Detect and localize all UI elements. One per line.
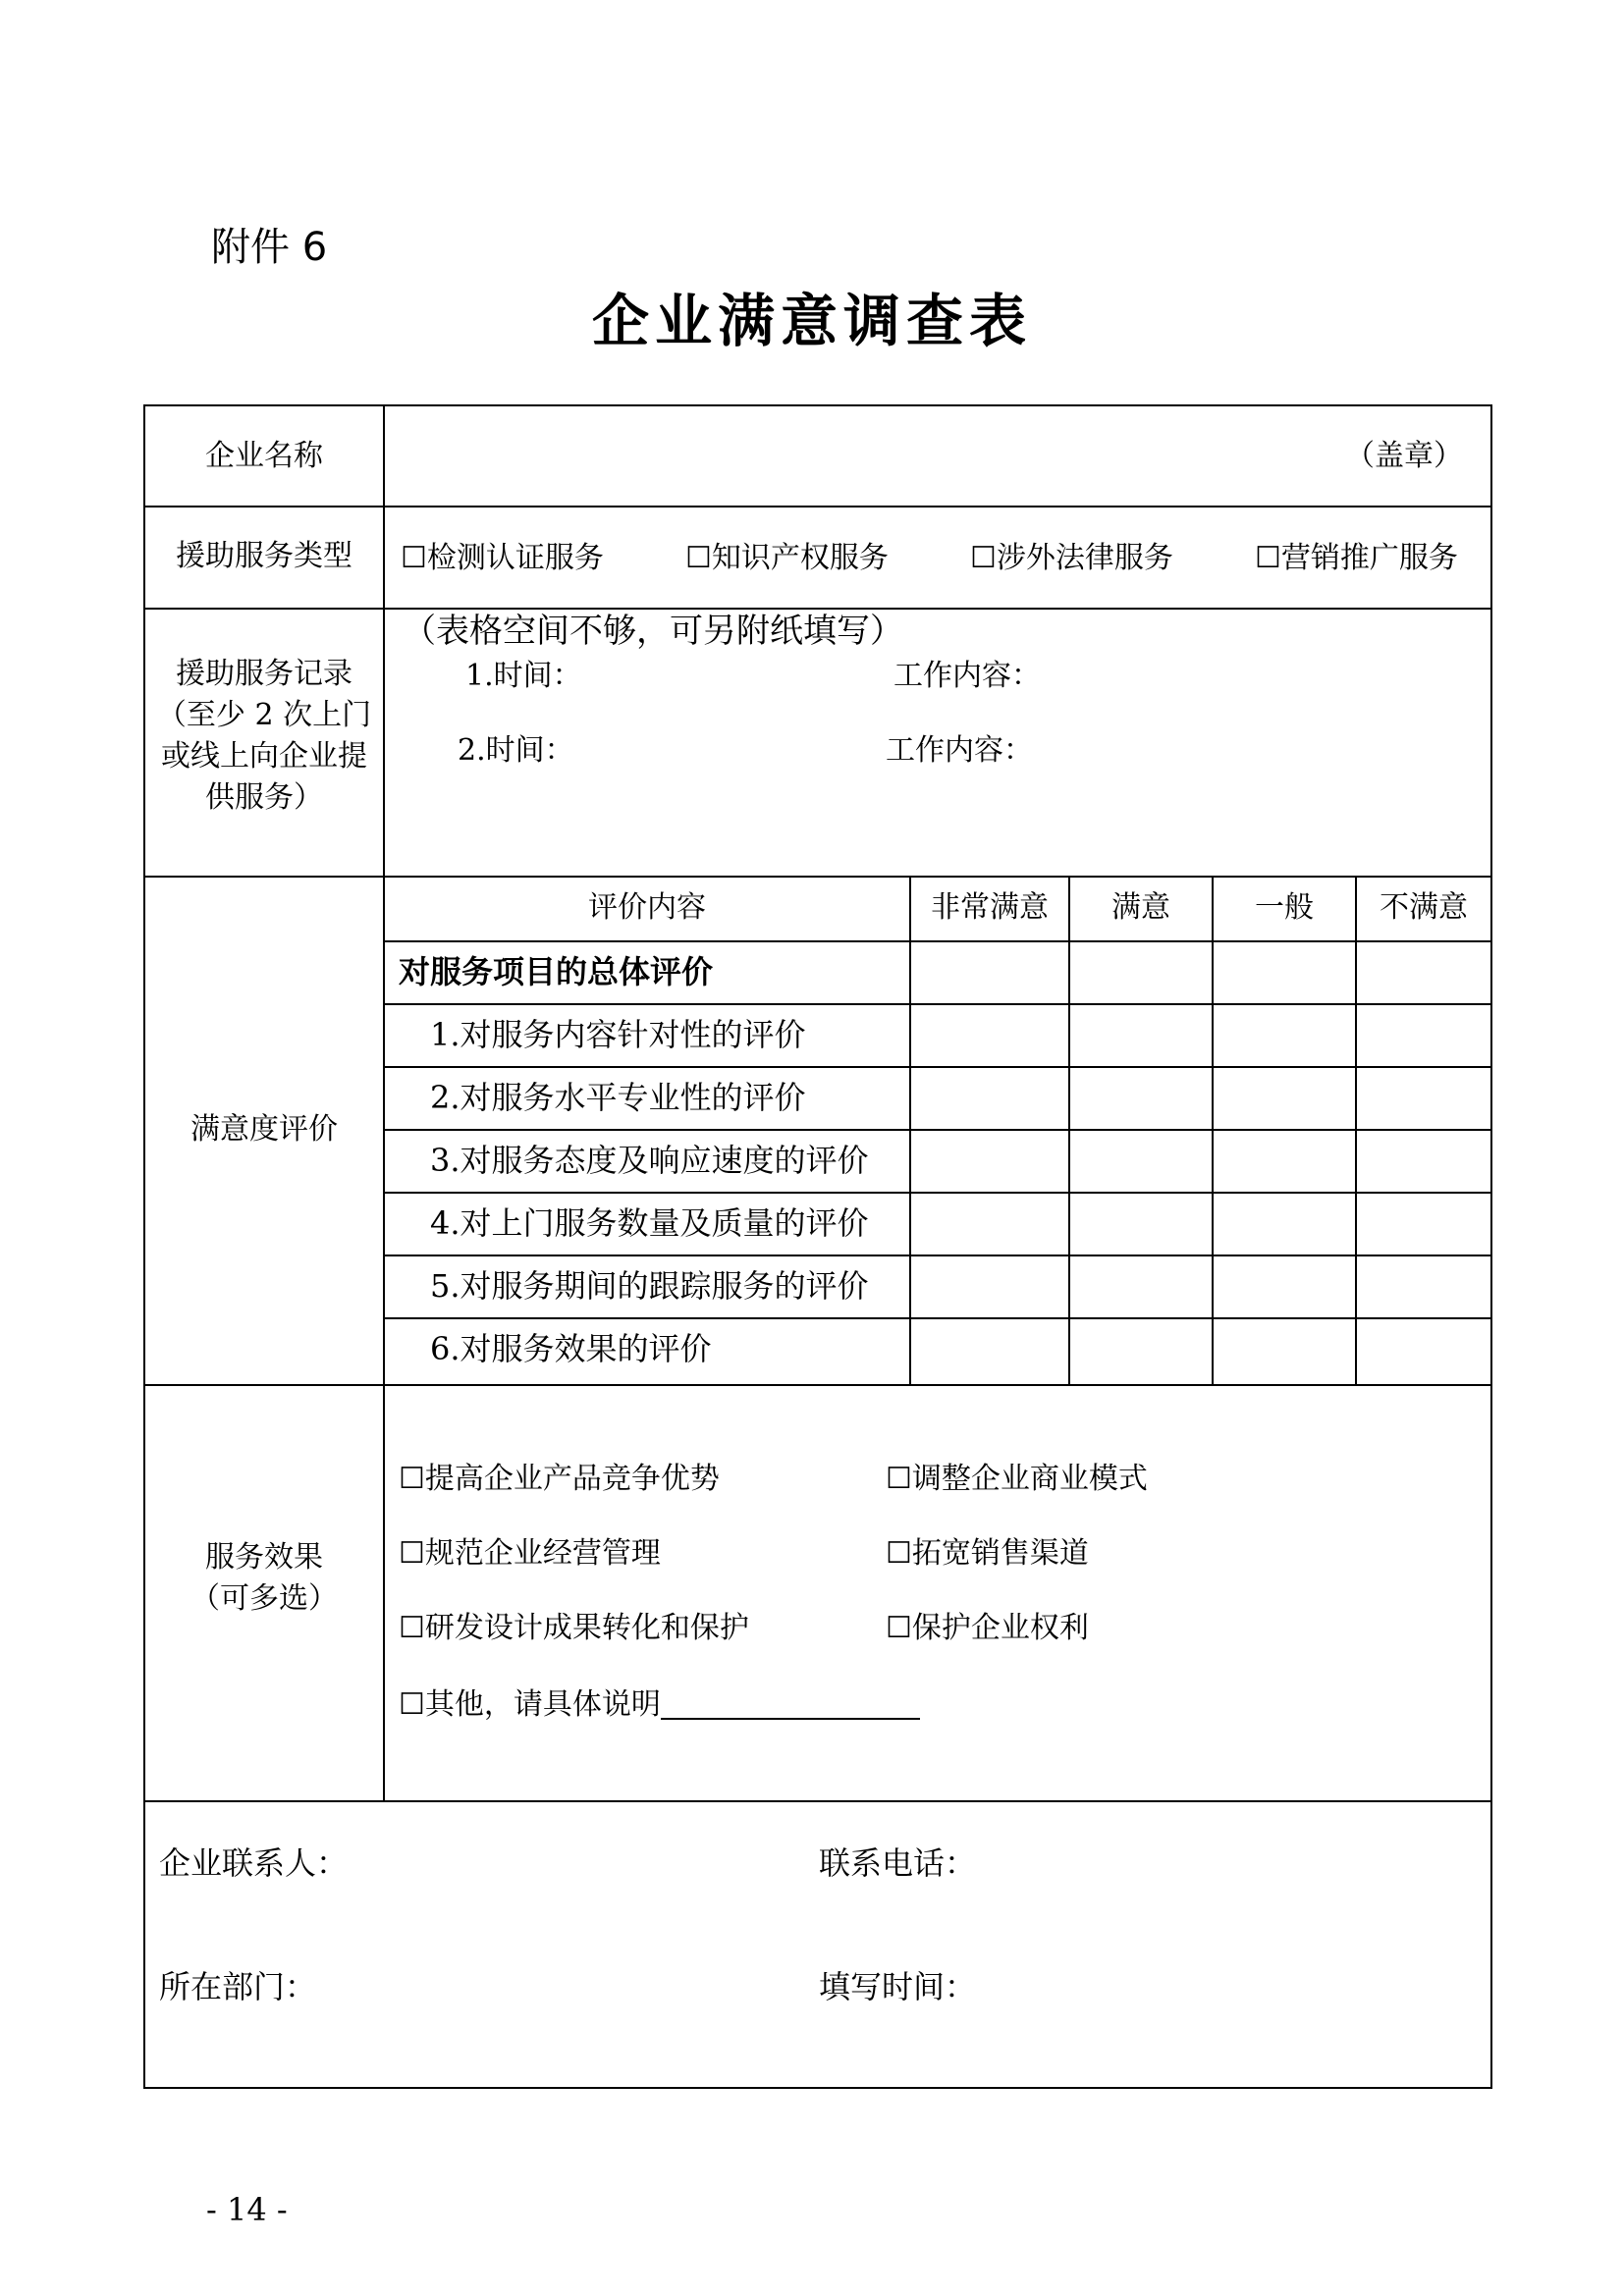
page-number: - 14 - [206, 2191, 288, 2228]
record-note: （表格空间不够，可另附纸填写） [403, 612, 903, 651]
other-blank-line[interactable] [661, 1688, 920, 1720]
department[interactable]: 所在部门： [159, 1968, 317, 2005]
fill-time[interactable]: 填写时间： [819, 1968, 977, 2005]
header-content: 评价内容 [588, 890, 706, 925]
checkbox-intellectual-property[interactable]: ☐知识产权服务 [685, 541, 889, 575]
eval-item: 5.对服务期间的跟踪服务的评价 [430, 1267, 869, 1305]
header-unsatisfied: 不满意 [1380, 890, 1468, 925]
satisfaction-label: 满意度评价 [190, 1112, 338, 1147]
record2-time[interactable]: 2.时间： [458, 733, 574, 768]
header-very-satisfied: 非常满意 [931, 890, 1049, 925]
header-satisfied: 满意 [1111, 890, 1170, 925]
contact-person[interactable]: 企业联系人： [159, 1844, 349, 1882]
checkbox-foreign-legal[interactable]: ☐涉外法律服务 [970, 541, 1173, 575]
eval-item: 6.对服务效果的评价 [430, 1330, 712, 1367]
service-type-label: 援助服务类型 [176, 539, 352, 573]
header-average: 一般 [1255, 890, 1314, 925]
checkbox-sales-channels[interactable]: ☐拓宽销售渠道 [886, 1536, 1089, 1571]
checkbox-marketing-promotion[interactable]: ☐营销推广服务 [1255, 541, 1458, 575]
company-name-label: 企业名称 [205, 439, 323, 473]
section-overall-evaluation: 对服务项目的总体评价 [399, 953, 714, 990]
service-effect-label: 服务效果 （可多选） [190, 1540, 338, 1616]
record1-time[interactable]: 1.时间： [465, 659, 582, 693]
checkbox-testing-certification[interactable]: ☐检测认证服务 [401, 541, 604, 575]
checkbox-protect-rights[interactable]: ☐保护企业权利 [886, 1611, 1089, 1645]
checkbox-standardize-management[interactable]: ☐规范企业经营管理 [399, 1536, 661, 1571]
survey-table [143, 404, 1492, 2089]
seal-note: （盖章） [1345, 439, 1463, 473]
service-record-label: 援助服务记录 （至少 2 次上门 或线上向企业提 供服务） [156, 657, 372, 815]
eval-item: 1.对服务内容针对性的评价 [430, 1016, 806, 1053]
checkbox-rd-protection[interactable]: ☐研发设计成果转化和保护 [399, 1611, 749, 1645]
eval-item: 2.对服务水平专业性的评价 [430, 1079, 806, 1116]
checkbox-product-competitiveness[interactable]: ☐提高企业产品竞争优势 [399, 1462, 720, 1496]
annex-label: 附件 6 [211, 225, 328, 270]
record2-content[interactable]: 工作内容： [886, 733, 1033, 768]
contact-phone[interactable]: 联系电话： [819, 1844, 977, 1882]
page-title: 企业满意调查表 [591, 288, 1032, 354]
eval-item: 3.对服务态度及响应速度的评价 [430, 1142, 869, 1179]
checkbox-other[interactable]: ☐其他，请具体说明 [399, 1688, 920, 1720]
eval-item: 4.对上门服务数量及质量的评价 [430, 1204, 869, 1242]
checkbox-business-model[interactable]: ☐调整企业商业模式 [886, 1462, 1148, 1496]
record1-content[interactable]: 工作内容： [893, 659, 1041, 693]
